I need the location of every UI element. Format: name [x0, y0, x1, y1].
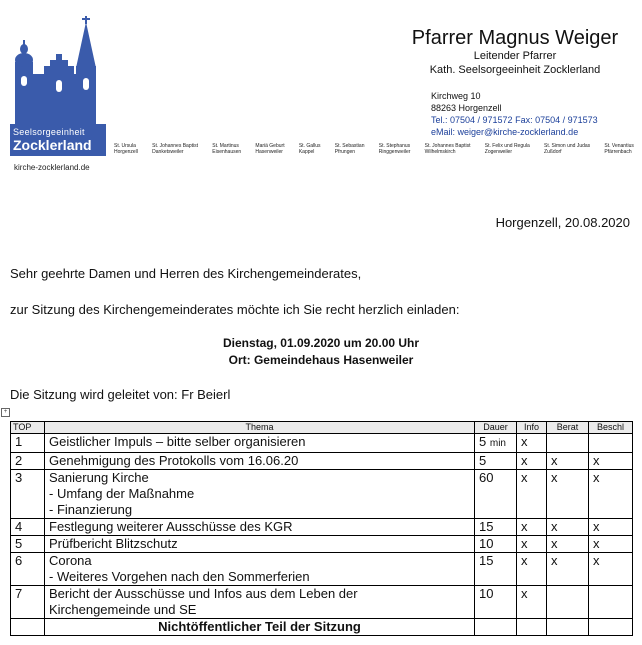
- cell-info: x: [517, 453, 547, 470]
- table-row: [11, 453, 633, 470]
- cell-top: [11, 619, 45, 636]
- header-info: Info: [517, 422, 547, 434]
- cell-beschl: x: [589, 453, 633, 470]
- contact-phone: Tel.: 07504 / 971572 Fax: 07504 / 971573: [431, 115, 598, 125]
- cell-top: 6: [11, 553, 45, 586]
- cell-berat: [547, 434, 589, 453]
- cell-berat: x: [547, 536, 589, 553]
- sender-name: Pfarrer Magnus Weiger: [411, 27, 619, 49]
- parish-item: St. Ursula Horgenzell: [114, 143, 138, 155]
- cell-dauer: 15: [475, 519, 517, 536]
- cell-beschl: [589, 434, 633, 453]
- parish-list: [114, 143, 634, 155]
- cell-top: 5: [11, 536, 45, 553]
- parish-item: St. Johannes Baptist Danketsweiler: [152, 143, 199, 155]
- cell-dauer: 5 min: [475, 434, 517, 453]
- parish-item: St. Venantius Pfärrenbach: [604, 143, 634, 155]
- table-row: [11, 536, 633, 553]
- cell-dauer: [475, 619, 517, 636]
- cell-berat: [547, 586, 589, 619]
- cell-info: x: [517, 470, 547, 519]
- cell-berat: x: [547, 470, 589, 519]
- header-thema: Thema: [45, 422, 475, 434]
- cell-top: 3: [11, 470, 45, 519]
- agenda-table: [10, 421, 633, 636]
- parish-item: St. Gallus Kappel: [298, 143, 321, 155]
- cell-info: x: [517, 586, 547, 619]
- parish-item: St. Felix und Regula Zogenweiler: [484, 143, 530, 155]
- table-row: [11, 553, 633, 586]
- cell-beschl: [589, 619, 633, 636]
- cell-dauer: 10: [475, 586, 517, 619]
- cell-thema: Prüfbericht Blitzschutz: [45, 536, 475, 553]
- cell-top: 2: [11, 453, 45, 470]
- contact-city: 88263 Horgenzell: [431, 103, 502, 113]
- header-dauer: Dauer: [475, 422, 517, 434]
- cell-thema: Corona - Weiteres Vorgehen nach den Sommerferien: [45, 553, 475, 586]
- cell-top: 1: [11, 434, 45, 453]
- table-row: [11, 586, 633, 619]
- parish-item: St. Stephanus Ringgenweiler: [378, 143, 411, 155]
- parish-item: St. Simon und Judas Zußdorf: [544, 143, 591, 155]
- header-top: TOP: [11, 422, 45, 434]
- meeting-place: Ort: Gemeindehaus Hasenweiler: [228, 353, 414, 367]
- section-row: [11, 619, 633, 636]
- table-row: [11, 434, 633, 453]
- header-beschl: Beschl: [589, 422, 633, 434]
- cell-beschl: x: [589, 519, 633, 536]
- table-move-handle-icon[interactable]: +: [1, 408, 10, 417]
- parish-item: St. Martinus Eisenhausen: [212, 143, 242, 155]
- section-label: Nichtöffentlicher Teil der Sitzung: [45, 619, 475, 636]
- contact-street: Kirchweg 10: [431, 91, 481, 101]
- cell-dauer: 5: [475, 453, 517, 470]
- contact-email[interactable]: eMail: weiger@kirche-zocklerland.de: [431, 127, 579, 137]
- cell-berat: x: [547, 519, 589, 536]
- cell-dauer: 10: [475, 536, 517, 553]
- cell-thema: Festlegung weiterer Ausschüsse des KGR: [45, 519, 475, 536]
- logo-text-line2: Zocklerland: [13, 137, 92, 153]
- parish-item: St. Johannes Baptist Wilhelmskirch: [424, 143, 471, 155]
- cell-beschl: x: [589, 470, 633, 519]
- cell-thema: Sanierung Kirche - Umfang der Maßnahme - Finanzierung: [45, 470, 475, 519]
- cell-top: 7: [11, 586, 45, 619]
- cell-berat: x: [547, 553, 589, 586]
- cell-info: x: [517, 536, 547, 553]
- cell-info: [517, 619, 547, 636]
- cell-info: x: [517, 553, 547, 586]
- intro-text: zur Sitzung des Kirchengemeinderates möchte ich Sie recht herzlich einladen:: [10, 302, 460, 317]
- agenda-header-row: [11, 422, 633, 434]
- place-date: Horgenzell, 20.08.2020: [495, 215, 630, 230]
- cell-top: 4: [11, 519, 45, 536]
- header-berat: Berat: [547, 422, 589, 434]
- cell-beschl: [589, 586, 633, 619]
- parish-item: Mariä Geburt Hasenweiler: [255, 143, 285, 155]
- cell-beschl: x: [589, 553, 633, 586]
- sender-unit: Kath. Seelsorgeeinheit Zocklerland: [429, 64, 601, 76]
- logo-text-line1: Seelsorgeeinheit: [13, 127, 85, 137]
- meeting-chair: Die Sitzung wird geleitet von: Fr Beierl: [10, 387, 231, 402]
- cell-thema: Genehmigung des Protokolls vom 16.06.20: [45, 453, 475, 470]
- contact-block: [431, 90, 598, 138]
- cell-thema: Geistlicher Impuls – bitte selber organisieren: [45, 434, 475, 453]
- cell-info: x: [517, 434, 547, 453]
- table-row: [11, 519, 633, 536]
- parish-item: St. Sebastian Pfrungen: [334, 143, 365, 155]
- meeting-date: Dienstag, 01.09.2020 um 20.00 Uhr: [222, 336, 420, 350]
- cell-dauer: 15: [475, 553, 517, 586]
- cell-info: x: [517, 519, 547, 536]
- cell-berat: x: [547, 453, 589, 470]
- salutation: Sehr geehrte Damen und Herren des Kirchengemeinderates,: [10, 266, 362, 281]
- logo-caption: kirche-zocklerland.de: [14, 163, 90, 172]
- cell-beschl: x: [589, 536, 633, 553]
- sender-role: Leitender Pfarrer: [473, 50, 557, 62]
- sender-block: [400, 27, 630, 77]
- cell-thema: Bericht der Ausschüsse und Infos aus dem Leben der Kirchengemeinde und SE: [45, 586, 475, 619]
- cell-dauer: 60: [475, 470, 517, 519]
- cell-berat: [547, 619, 589, 636]
- table-row: [11, 470, 633, 519]
